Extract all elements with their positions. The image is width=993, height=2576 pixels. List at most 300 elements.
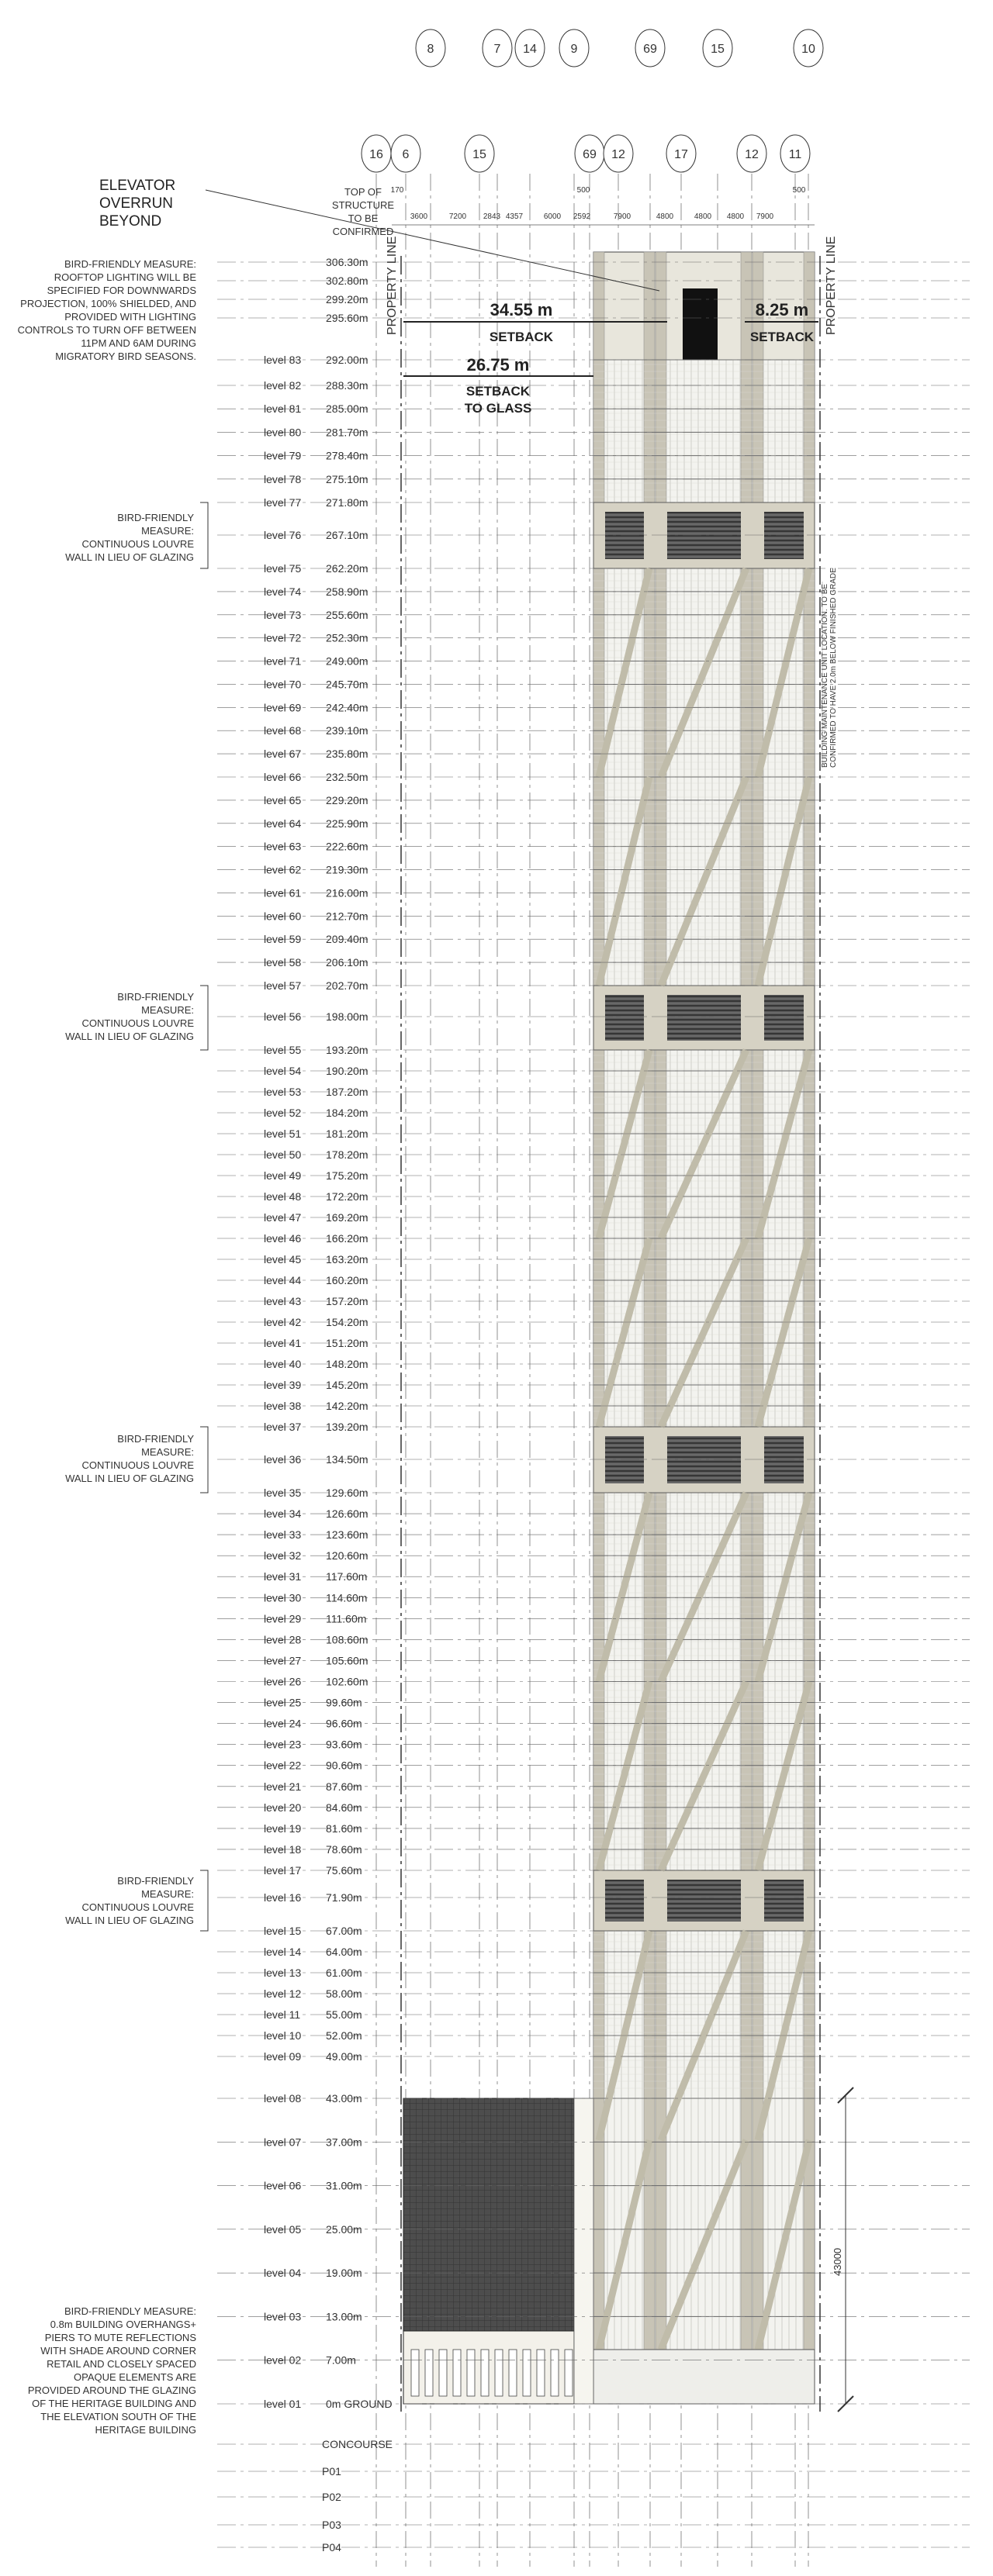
louvre-note-line-0: BIRD-FRIENDLY [117, 1433, 194, 1445]
level-name: level 62 [264, 863, 302, 876]
level-name: level 25 [264, 1696, 302, 1709]
level-name: level 39 [264, 1379, 302, 1391]
roof-note-line-5: CONTROLS TO TURN OFF BETWEEN [17, 324, 196, 336]
louvre-note-line-0: BIRD-FRIENDLY [117, 512, 194, 523]
grid-bubbles-top [416, 29, 823, 67]
dim-value: 2843 [483, 212, 501, 221]
level-elevation: 64.00m [326, 1946, 362, 1958]
level-name: level 23 [264, 1738, 302, 1751]
level-elevation: 151.20m [326, 1337, 368, 1349]
louvre-panel [764, 1880, 804, 1922]
dim-value: 4800 [656, 212, 674, 221]
ground-note-line-4: RETAIL AND CLOSELY SPACED [47, 2358, 196, 2370]
maintenance-note-line-0: BUILDING MAINTENANCE UNIT LOCATION. TO BE [821, 583, 829, 768]
level-name: level 52 [264, 1107, 302, 1119]
level-elevation: 111.60m [326, 1612, 367, 1625]
level-name: level 66 [264, 771, 302, 783]
louvre-notes [65, 502, 208, 1931]
heritage-window [411, 2350, 419, 2396]
ground-note-line-0: BIRD-FRIENDLY MEASURE: [64, 2305, 196, 2317]
svg-text:ELEVATOROVERRUNBEYOND [99, 178, 175, 230]
setback-glass-label1: SETBACK [465, 384, 531, 399]
level-elevation: 163.20m [326, 1253, 368, 1266]
structural-pier [753, 252, 763, 2404]
dim-value: 7900 [756, 212, 774, 221]
level-name: level 07 [264, 2136, 302, 2149]
level-name: level 09 [264, 2050, 302, 2063]
level-elevation: 96.60m [326, 1717, 362, 1730]
structural-pier [593, 252, 604, 2404]
tos-note-line-0: TOP OF [344, 186, 382, 198]
level-name: level 76 [264, 529, 302, 541]
level-elevation: 154.20m [326, 1316, 368, 1328]
property-line-left-label: PROPERTY LINE [386, 236, 399, 335]
louvre-panel [764, 1436, 804, 1483]
level-elevation: 90.60m [326, 1759, 362, 1772]
heritage-window [439, 2350, 447, 2396]
level-elevation: 245.70m [326, 678, 368, 691]
svg-text:TOP OFSTRUCTURETO BECONFIRMED [332, 186, 394, 237]
heritage-window [565, 2350, 573, 2396]
louvre-note-line-2: CONTINUOUS LOUVRE [81, 1017, 194, 1029]
level-elevation: 84.60m [326, 1801, 362, 1814]
level-name: level 67 [264, 748, 302, 761]
louvre-note [65, 991, 194, 1042]
level-elevation: 249.00m [326, 654, 368, 668]
level-elevation: 142.20m [326, 1400, 368, 1412]
dim-value: 500 [792, 186, 806, 195]
grid-label-second: 11 [788, 148, 802, 161]
level-name: level 38 [264, 1400, 302, 1412]
ground-note-line-9: HERITAGE BUILDING [95, 2424, 196, 2436]
heritage-window [453, 2350, 461, 2396]
louvre-panel [667, 1880, 741, 1922]
level-name: level 02 [264, 2353, 302, 2367]
grid-label-top: 8 [427, 43, 434, 56]
level-name: level 05 [264, 2222, 302, 2236]
level-name: level 48 [264, 1190, 302, 1203]
level-elevation: 123.60m [326, 1528, 368, 1542]
level-elevation: 67.00m [326, 1925, 362, 1937]
louvre-panel [764, 512, 804, 559]
level-elevation: 61.00m [326, 1967, 362, 1979]
level-elevation: 288.30m [326, 379, 368, 392]
louvre-note-line-1: MEASURE: [141, 1004, 194, 1016]
maintenance-note-line-1: CONFIRMED TO HAVE 2.0m BELOW FINISHED GRADE [829, 568, 838, 768]
louvre-note-line-2: CONTINUOUS LOUVRE [81, 1901, 194, 1913]
below-grade-label: P03 [322, 2519, 341, 2531]
structural-pier [656, 252, 666, 2404]
level-elevation: 209.40m [326, 933, 368, 946]
setback-right-value: 8.25 m [755, 300, 809, 319]
level-elevation: 219.30m [326, 863, 368, 876]
roof-note-line-6: 11PM AND 6AM DURING [81, 337, 196, 349]
heritage-window [425, 2350, 433, 2396]
grid-label-top: 9 [570, 43, 578, 56]
louvre-note-line-1: MEASURE: [141, 525, 194, 537]
level-name: level 71 [264, 654, 302, 668]
tower-elevation [593, 252, 815, 2404]
below-grade-label: P01 [322, 2465, 341, 2478]
setback-right-label: SETBACK [749, 330, 815, 344]
ground-note [28, 2305, 197, 2436]
level-name: level 51 [264, 1127, 302, 1140]
louvre-bracket [200, 1427, 208, 1493]
level-name: level 04 [264, 2267, 302, 2280]
level-name: level 33 [264, 1528, 302, 1542]
level-elevation: 239.10m [326, 724, 368, 737]
level-name: level 30 [264, 1591, 302, 1604]
louvre-panel [605, 1880, 644, 1922]
louvre-note [65, 1433, 194, 1484]
level-name: level 18 [264, 1842, 302, 1856]
level-elevation: 206.10m [326, 956, 368, 969]
level-elevation: 120.60m [326, 1549, 368, 1563]
heritage-window [509, 2350, 517, 2396]
level-elevation: 292.00m [326, 354, 368, 366]
property-line-right [820, 237, 838, 2412]
level-name: level 42 [264, 1316, 302, 1328]
below-grade-label: P04 [322, 2541, 341, 2554]
heritage-window [551, 2350, 559, 2396]
level-name: level 13 [264, 1967, 302, 1979]
level-name: level 45 [264, 1253, 302, 1266]
dim-value: 2592 [573, 212, 591, 221]
below-grade-label: P02 [322, 2491, 341, 2503]
louvre-panel [667, 512, 741, 559]
level-elevation: 262.20m [326, 562, 368, 575]
level-elevation: 52.00m [326, 2029, 362, 2042]
level-name: level 32 [264, 1549, 302, 1563]
top-dimension-string [391, 186, 815, 225]
heritage-window [481, 2350, 489, 2396]
dim-value: 4357 [505, 212, 524, 221]
level-elevation: 78.60m [326, 1842, 362, 1856]
level-name: level 29 [264, 1612, 302, 1625]
roof-note-line-1: ROOFTOP LIGHTING WILL BE [54, 271, 196, 283]
level-name: level 65 [264, 793, 302, 806]
louvre-panel [764, 995, 804, 1041]
level-elevation: 13.00m [326, 2310, 362, 2323]
level-name: level 64 [264, 817, 302, 830]
level-elevation: 145.20m [326, 1379, 368, 1391]
level-elevation: 134.50m [326, 1453, 368, 1466]
level-name: level 14 [264, 1946, 302, 1958]
elevator-note-line-1: OVERRUN [99, 195, 174, 212]
dim-value: 7900 [613, 212, 631, 221]
level-elevation: 278.40m [326, 449, 368, 462]
level-elevation: 129.60m [326, 1487, 368, 1499]
roof-note-line-3: PROJECTION, 100% SHIELDED, AND [20, 298, 196, 309]
grid-bubbles-second [362, 135, 810, 172]
dim-value: 170 [390, 186, 404, 195]
svg-text:BIRD-FRIENDLY MEASURE:0.8m BUI [28, 2305, 197, 2436]
level-name: level 21 [264, 1780, 302, 1793]
level-elevation: 166.20m [326, 1232, 368, 1245]
roof-lighting-note [18, 258, 197, 362]
level-elevation: 178.20m [326, 1148, 368, 1161]
grid-label-second: 16 [369, 148, 383, 161]
level-name: level 75 [264, 562, 302, 575]
podium-connector [574, 2098, 593, 2404]
level-name: level 08 [264, 2092, 302, 2105]
level-elevation: 172.20m [326, 1190, 368, 1203]
dim-value: 3600 [410, 212, 428, 221]
level-name: level 43 [264, 1295, 302, 1307]
ground-note-line-7: OF THE HERITAGE BUILDING AND [32, 2398, 196, 2409]
level-elevation: 222.60m [326, 840, 368, 853]
level-name: level 31 [264, 1570, 302, 1583]
dim-value: 4800 [726, 212, 745, 221]
level-name: level 72 [264, 631, 302, 644]
level-elevation: 93.60m [326, 1738, 362, 1751]
grid-label-second: 12 [611, 148, 625, 161]
level-name: level 34 [264, 1507, 302, 1521]
level-elevation: 99.60m [326, 1696, 362, 1709]
level-elevation: 71.90m [326, 1891, 362, 1904]
vertical-dimension [832, 2087, 853, 2412]
setback-main-label: SETBACK [489, 330, 554, 344]
level-elevation: 108.60m [326, 1633, 368, 1646]
level-name: level 37 [264, 1421, 302, 1433]
grid-label-second: 12 [745, 148, 759, 161]
roof-note-line-2: SPECIFIED FOR DOWNWARDS [47, 285, 196, 296]
grid-label-top: 69 [643, 43, 657, 56]
level-name: level 70 [264, 678, 302, 691]
svg-text:BIRD-FRIENDLY MEASURE:ROOFTOP [18, 258, 197, 362]
elevator-note-line-0: ELEVATOR [99, 178, 176, 194]
level-elevation: 285.00m [326, 402, 368, 416]
level-elevation: 175.20m [326, 1169, 368, 1182]
level-elevation: 225.90m [326, 817, 368, 830]
level-name: level 15 [264, 1925, 302, 1937]
level-elevation: 235.80m [326, 748, 368, 761]
level-name: level 81 [264, 402, 302, 416]
level-name: level 57 [264, 979, 302, 992]
level-name: level 10 [264, 2029, 302, 2042]
level-elevation: 232.50m [326, 771, 368, 783]
level-name: level 63 [264, 840, 302, 853]
grid-label-top: 14 [523, 43, 537, 56]
level-name: level 46 [264, 1232, 302, 1245]
level-name: level 83 [264, 354, 302, 366]
louvre-note-line-0: BIRD-FRIENDLY [117, 1875, 194, 1887]
elevator-note-line-2: BEYOND [99, 213, 162, 230]
level-name: level 78 [264, 472, 302, 485]
louvre-panel [605, 995, 644, 1041]
louvre-bracket [200, 986, 208, 1050]
property-line-left [386, 237, 401, 2412]
heritage-window [495, 2350, 503, 2396]
roof-level-elevation: 299.20m [326, 293, 368, 306]
level-elevation: 139.20m [326, 1421, 368, 1433]
level-name: level 20 [264, 1801, 302, 1814]
roof-level-elevation: 302.80m [326, 275, 368, 287]
level-name: level 58 [264, 956, 302, 969]
heritage-window [467, 2350, 475, 2396]
tos-note-line-2: TO BE [348, 212, 379, 224]
level-name: level 22 [264, 1759, 302, 1772]
roof-note-line-7: MIGRATORY BIRD SEASONS. [55, 350, 196, 362]
level-name: level 41 [264, 1337, 302, 1349]
level-name: level 73 [264, 608, 302, 621]
level-name: level 68 [264, 724, 302, 737]
louvre-note [65, 1875, 194, 1926]
louvre-note-line-0: BIRD-FRIENDLY [117, 991, 194, 1003]
level-elevation: 181.20m [326, 1127, 368, 1140]
dim-value: 4800 [694, 212, 712, 221]
svg-text:BUILDING MAINTENANCE UNIT LOCA [821, 568, 838, 768]
level-name: level 01 [264, 2398, 302, 2410]
tos-note-line-3: CONFIRMED [332, 226, 394, 237]
roof-note-line-0: BIRD-FRIENDLY MEASURE: [64, 258, 196, 270]
podium-dark-block [403, 2098, 574, 2331]
level-name: level 55 [264, 1044, 302, 1056]
level-elevation: 275.10m [326, 472, 368, 485]
louvre-panel [605, 1436, 644, 1483]
level-name: level 54 [264, 1065, 302, 1077]
vertical-dim-value: 43000 [832, 2247, 843, 2276]
level-name: level 53 [264, 1086, 302, 1098]
level-elevation: 81.60m [326, 1822, 362, 1835]
level-elevation: 255.60m [326, 608, 368, 621]
louvre-note-line-3: WALL IN LIEU OF GLAZING [65, 551, 194, 563]
dim-value: 500 [576, 186, 590, 195]
level-elevation: 267.10m [326, 529, 368, 541]
louvre-note [65, 512, 194, 563]
level-elevation: 58.00m [326, 1987, 362, 2000]
louvre-panel [667, 1436, 741, 1483]
level-elevation: 160.20m [326, 1274, 368, 1286]
grid-label-top: 7 [493, 43, 501, 56]
level-elevation: 202.70m [326, 979, 368, 992]
level-name: level 49 [264, 1169, 302, 1182]
level-elevation: 105.60m [326, 1654, 368, 1667]
level-elevation: 252.30m [326, 631, 368, 644]
ground-note-line-5: OPAQUE ELEMENTS ARE [74, 2371, 196, 2383]
roof-note-line-4: PROVIDED WITH LIGHTING [64, 311, 196, 323]
roof-level-elevation: 295.60m [326, 312, 368, 324]
level-elevation: 193.20m [326, 1044, 368, 1056]
setback-main-value: 34.55 m [490, 300, 553, 319]
level-name: level 12 [264, 1987, 302, 2000]
dim-value: 7200 [448, 212, 467, 221]
level-elevation: 117.60m [326, 1570, 368, 1583]
level-name: level 24 [264, 1717, 302, 1730]
level-name: level 60 [264, 910, 302, 923]
level-elevation: 212.70m [326, 910, 368, 923]
setback-glass-label2: TO GLASS [464, 401, 532, 416]
podium-block [403, 2098, 593, 2404]
level-name: level 36 [264, 1453, 302, 1466]
grid-label-second: 17 [674, 148, 688, 161]
ground-note-line-6: PROVIDED AROUND THE GLAZING [27, 2384, 196, 2396]
level-elevation: 242.40m [326, 701, 368, 714]
level-name: level 69 [264, 701, 302, 714]
ground-note-line-1: 0.8m BUILDING OVERHANGS+ [50, 2319, 196, 2330]
level-elevation: 148.20m [326, 1358, 368, 1370]
level-name: level 35 [264, 1487, 302, 1499]
louvre-note-line-1: MEASURE: [141, 1888, 194, 1900]
level-name: level 56 [264, 1010, 302, 1023]
level-name: level 61 [264, 886, 302, 900]
level-name: level 06 [264, 2179, 302, 2192]
property-line-right-label: PROPERTY LINE [825, 236, 838, 335]
level-elevation: 114.60m [326, 1591, 368, 1604]
heritage-window [537, 2350, 545, 2396]
level-name: level 79 [264, 449, 302, 462]
louvre-bracket [200, 1870, 208, 1931]
level-elevation: 187.20m [326, 1086, 368, 1098]
level-elevation: 37.00m [326, 2136, 362, 2149]
level-elevation: 126.60m [326, 1507, 368, 1521]
grid-label-top: 15 [711, 43, 725, 56]
level-name: level 17 [264, 1864, 302, 1877]
grid-label-second: 15 [472, 148, 486, 161]
level-elevation: 216.00m [326, 886, 368, 900]
level-name: level 74 [264, 585, 302, 598]
louvre-bracket [200, 502, 208, 568]
level-name: level 77 [264, 496, 302, 509]
roof-level-elevation: 306.30m [326, 256, 368, 268]
level-name: level 59 [264, 933, 302, 946]
tos-note-line-1: STRUCTURE [331, 199, 395, 211]
level-name: level 80 [264, 426, 302, 439]
level-name: level 50 [264, 1148, 302, 1161]
grid-label-second: 6 [402, 148, 410, 161]
level-elevation: 258.90m [326, 585, 368, 598]
ground-note-line-8: THE ELEVATION SOUTH OF THE [40, 2411, 196, 2422]
level-elevation: 0m GROUND [326, 2398, 393, 2410]
level-name: level 82 [264, 379, 302, 392]
heritage-window [523, 2350, 531, 2396]
louvre-note-line-3: WALL IN LIEU OF GLAZING [65, 1031, 194, 1042]
level-elevation: 7.00m [326, 2353, 356, 2367]
level-elevation: 157.20m [326, 1295, 368, 1307]
louvre-panel [667, 995, 741, 1041]
level-elevation: 229.20m [326, 793, 368, 806]
level-elevation: 19.00m [326, 2267, 362, 2280]
level-elevation: 271.80m [326, 496, 368, 509]
level-elevation: 190.20m [326, 1065, 368, 1077]
level-name: level 16 [264, 1891, 302, 1904]
level-name: level 47 [264, 1211, 302, 1224]
grid-label-second: 69 [583, 148, 597, 161]
below-grade-label: CONCOURSE [322, 2438, 393, 2450]
level-elevation: 169.20m [326, 1211, 368, 1224]
louvre-note-line-2: CONTINUOUS LOUVRE [81, 1459, 194, 1471]
level-elevation: 55.00m [326, 2008, 362, 2021]
level-name: level 03 [264, 2310, 302, 2323]
level-name: level 19 [264, 1822, 302, 1835]
level-name: level 11 [264, 2008, 301, 2021]
level-elevation: 31.00m [326, 2179, 362, 2192]
level-name: level 27 [264, 1654, 302, 1667]
ground-retail [593, 2350, 815, 2404]
level-elevation: 43.00m [326, 2092, 362, 2105]
level-name: level 40 [264, 1358, 302, 1370]
level-elevation: 198.00m [326, 1010, 368, 1023]
level-elevation: 102.60m [326, 1675, 368, 1688]
level-elevation: 49.00m [326, 2050, 362, 2063]
louvre-note-line-3: WALL IN LIEU OF GLAZING [65, 1473, 194, 1484]
grid-label-top: 10 [801, 43, 815, 56]
louvre-note-line-2: CONTINUOUS LOUVRE [81, 538, 194, 550]
level-name: level 26 [264, 1675, 302, 1688]
level-elevation: 75.60m [326, 1864, 362, 1877]
level-name: level 44 [264, 1274, 302, 1286]
ground-note-line-3: WITH SHADE AROUND CORNER [40, 2345, 196, 2357]
